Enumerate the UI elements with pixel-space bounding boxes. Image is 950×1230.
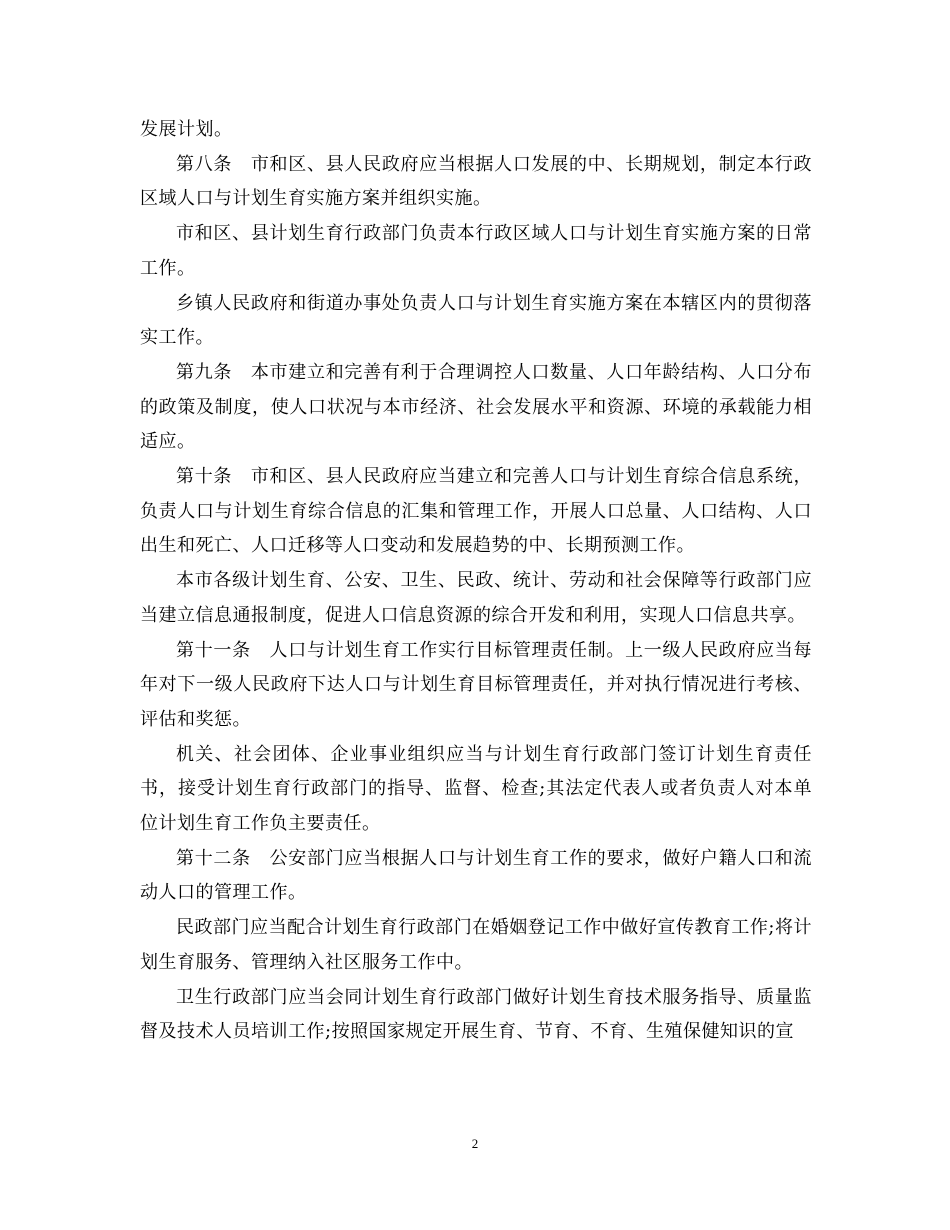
paragraph: 卫生行政部门应当会同计划生育行政部门做好计划生育技术服务指导、质量监督及技术人员培训工作;按照国家规定开展生育、节育、不育、生殖保健知识的宣 [140, 986, 812, 1043]
document-body [140, 113, 812, 1050]
paragraph-article-9: 第九条 本市建立和完善有利于合理调控人口数量、人口年龄结构、人口分布的政策及制度，使人口状况与本市经济、社会发展水平和资源、环境的承载能力相适应。 [140, 361, 812, 453]
page-number: 2 [471, 1136, 479, 1151]
paragraph-article-11: 第十一条 人口与计划生育工作实行目标管理责任制。上一级人民政府应当每年对下一级人民政府下达人口与计划生育目标管理责任，并对执行情况进行考核、评估和奖惩。 [140, 639, 812, 730]
paragraph: 乡镇人民政府和街道办事处负责人口与计划生育实施方案在本辖区内的贯彻落实工作。 [140, 292, 812, 349]
paragraph: 机关、社会团体、企业事业组织应当与计划生育行政部门签订计划生育责任书，接受计划生育行政部门的指导、监督、检查;其法定代表人或者负责人对本单位计划生育工作负主要责任。 [140, 743, 812, 835]
paragraph-article-10: 第十条 市和区、县人民政府应当建立和完善人口与计划生育综合信息系统，负责人口与计划生育综合信息的汇集和管理工作，开展人口总量、人口结构、人口出生和死亡、人口迁移等人口变动和发展趋势的中、长期预测工作。 [140, 466, 812, 557]
paragraph: 市和区、县计划生育行政部门负责本行政区域人口与计划生育实施方案的日常工作。 [140, 223, 812, 279]
paragraph-article-12: 第十二条 公安部门应当根据人口与计划生育工作的要求，做好户籍人口和流动人口的管理工作。 [140, 847, 812, 904]
paragraph-article-8: 第八条 市和区、县人民政府应当根据人口发展的中、长期规划，制定本行政区域人口与计划生育实施方案并组织实施。 [140, 153, 812, 210]
paragraph: 本市各级计划生育、公安、卫生、民政、统计、劳动和社会保障等行政部门应当建立信息通报制度，促进人口信息资源的综合开发和利用，实现人口信息共享。 [140, 570, 812, 626]
paragraph: 民政部门应当配合计划生育行政部门在婚姻登记工作中做好宣传教育工作;将计划生育服务、管理纳入社区服务工作中。 [140, 917, 812, 973]
paragraph-continuation: 发展计划。 [140, 119, 233, 140]
